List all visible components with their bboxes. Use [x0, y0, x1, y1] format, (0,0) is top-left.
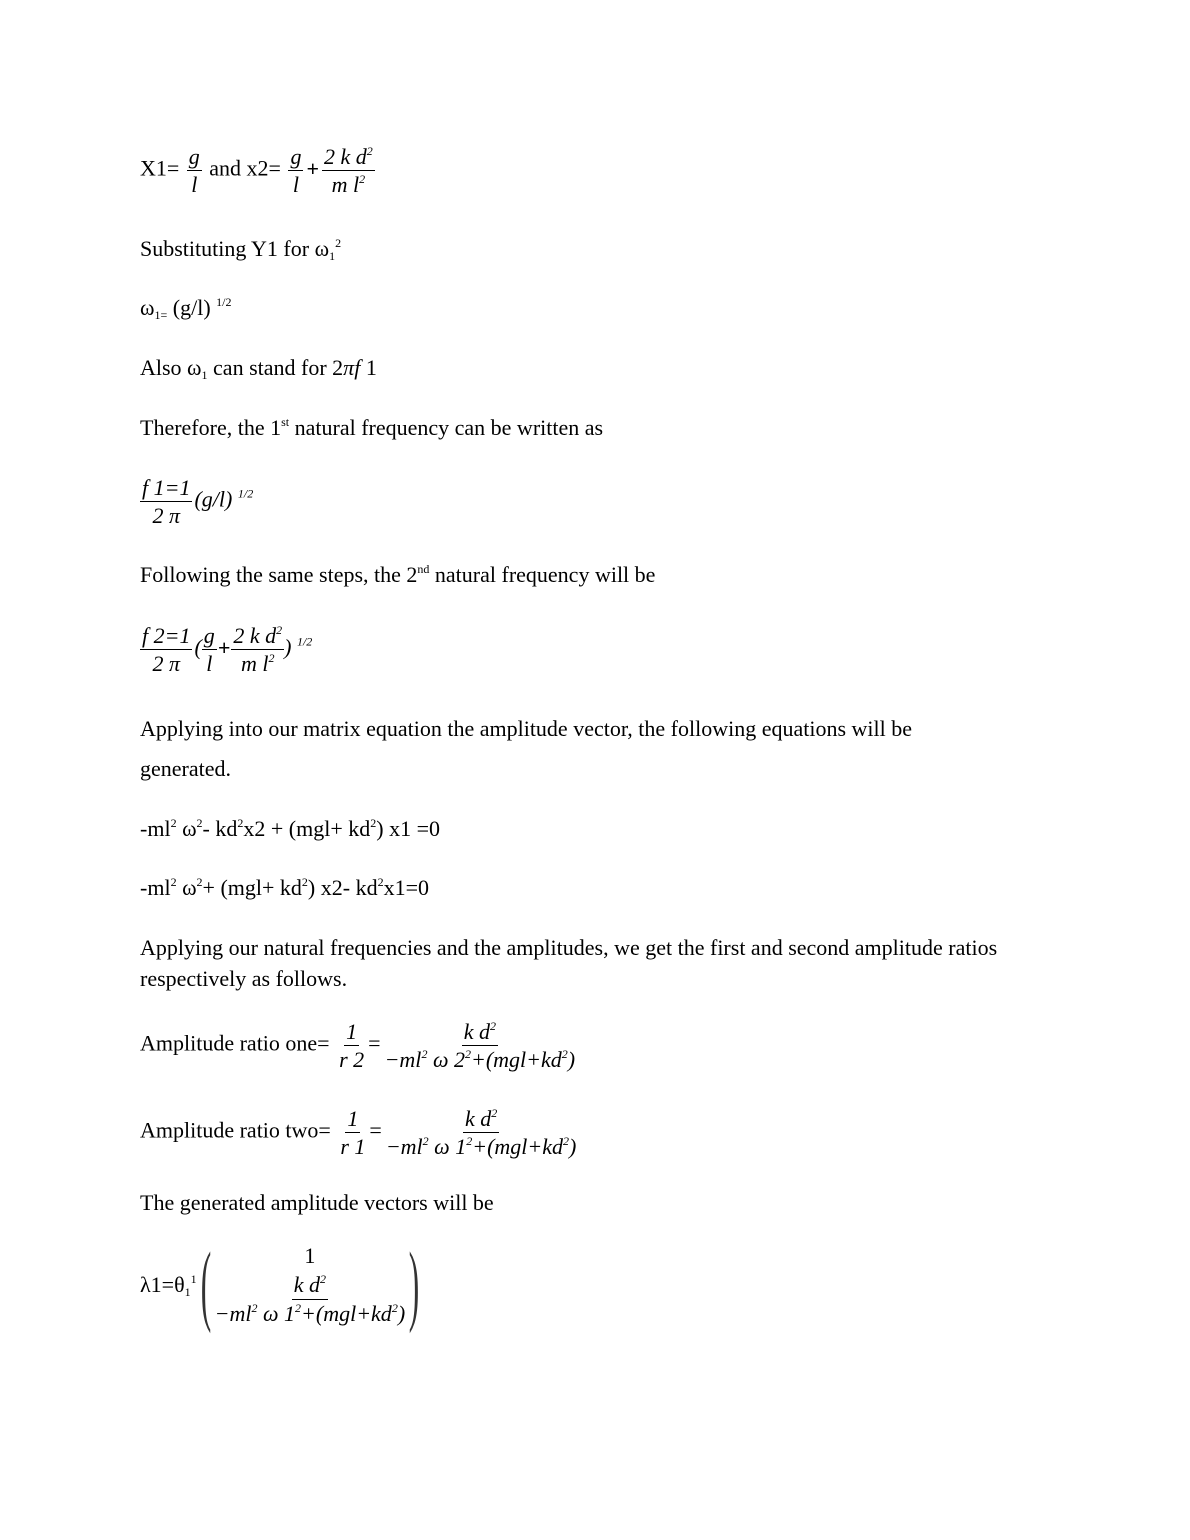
exponent: 2	[421, 1047, 428, 1062]
superscript: 1/2	[216, 295, 232, 309]
term: +(mgl+kd	[472, 1134, 564, 1160]
x1-label: X1=	[140, 155, 180, 181]
close-paren: )	[284, 634, 292, 660]
equation-f1	[140, 476, 253, 527]
line-2: respectively as follows.	[140, 966, 348, 991]
exponent: 2	[301, 875, 308, 889]
exponent: 2	[320, 1272, 326, 1287]
line-1: Applying into our matrix equation the amplitude vector, the following equations will be	[140, 716, 913, 741]
text: The generated amplitude vectors will be	[140, 1190, 494, 1215]
numerator-text: k d	[464, 1106, 492, 1131]
text: Therefore, the 1	[140, 415, 282, 440]
left-paren: (	[200, 1235, 211, 1334]
text: Also ω	[140, 355, 202, 380]
subscript: 1	[201, 368, 208, 382]
exponent: 2	[196, 816, 203, 830]
numerator: 1	[345, 1107, 360, 1133]
lambda-label	[140, 1272, 197, 1299]
equation-motion-2	[140, 877, 429, 899]
vector-bottom-fraction	[213, 1273, 408, 1324]
paragraph-generated	[140, 1192, 494, 1214]
label: Amplitude ratio two=	[140, 1117, 331, 1143]
fraction-2kd2-over-ml2	[231, 624, 284, 675]
numerator: f 2=1	[140, 624, 192, 650]
fraction-2kd2-over-ml2	[322, 145, 375, 196]
denominator: r 2	[339, 1047, 365, 1073]
open-paren: (	[194, 634, 202, 660]
subscript: 1=	[154, 308, 168, 322]
text: (g/l)	[194, 486, 233, 512]
pi-symbol: π	[343, 355, 355, 380]
fraction-f2	[140, 624, 192, 675]
fraction-kd2-over-denominator	[383, 1020, 578, 1071]
superscript: 1/2	[296, 634, 313, 649]
superscript: 1/2	[237, 486, 254, 501]
term: −ml	[214, 1300, 252, 1326]
term: )	[397, 1300, 406, 1326]
exponent: 2	[422, 1134, 429, 1149]
exponent: 2	[251, 1300, 258, 1315]
paragraph-substituting	[140, 236, 342, 263]
denominator: r 1	[340, 1134, 366, 1160]
exponent: 2	[237, 816, 244, 830]
f-symbol: f	[354, 355, 361, 380]
term: ω 1	[428, 1134, 467, 1160]
equation-motion-1	[140, 818, 440, 840]
denominator: l	[206, 651, 213, 677]
exponent: 2	[466, 1134, 473, 1149]
numerator: 1	[344, 1020, 359, 1046]
equation-omega1	[140, 295, 232, 322]
denominator: l	[292, 172, 300, 198]
exponent: 2	[295, 1300, 302, 1315]
numerator	[231, 624, 284, 650]
fraction-1-over-r2	[337, 1020, 366, 1071]
exponent: 2	[464, 1047, 471, 1062]
term: -ml	[140, 875, 171, 900]
line-1: Applying our natural frequencies and the amplitudes, we get the first and second amplitude ratios	[140, 935, 998, 960]
term: +(mgl+kd	[470, 1047, 562, 1073]
fraction-kd2-over-denominator	[384, 1107, 579, 1158]
term: - kd	[202, 816, 238, 841]
term: +(mgl+kd	[301, 1300, 392, 1326]
exponent: 2	[268, 651, 275, 666]
label: Amplitude ratio one=	[140, 1030, 330, 1056]
text: can stand for 2	[207, 355, 344, 380]
line-2: generated.	[140, 756, 231, 781]
fraction-g-over-l	[187, 145, 202, 196]
term: ) x2- kd	[307, 875, 378, 900]
exponent: 2	[196, 875, 203, 889]
vector-column	[213, 1245, 408, 1324]
numerator: g	[187, 145, 202, 171]
denominator-text: m l	[240, 651, 269, 677]
exponent: 2	[276, 623, 283, 637]
term: ω	[176, 875, 197, 900]
denominator: 2 π	[152, 503, 180, 529]
equals-sign: =	[369, 1117, 382, 1143]
fraction-f1	[140, 476, 192, 527]
plus-sign: +	[306, 155, 320, 181]
denominator	[330, 171, 368, 196]
paragraph-applying-matrix	[140, 718, 912, 780]
term: + (mgl+ kd	[202, 875, 302, 900]
right-paren: )	[408, 1235, 420, 1334]
text: 1	[360, 355, 377, 380]
equation-x1-x2	[140, 145, 377, 196]
exponent: 2	[561, 1047, 568, 1062]
term: -ml	[140, 816, 171, 841]
term: ω 1	[257, 1300, 296, 1326]
denominator	[239, 650, 277, 675]
subscript: 1	[184, 1285, 191, 1299]
omega-symbol: ω	[140, 295, 155, 320]
numerator-text: k d	[293, 1272, 320, 1298]
numerator: g	[202, 624, 217, 650]
numerator-text: k d	[463, 1019, 490, 1044]
numerator	[463, 1107, 499, 1133]
superscript: st	[281, 415, 290, 429]
superscript: 2	[335, 236, 342, 250]
exponent: 2	[170, 875, 177, 889]
subscript: 1	[329, 249, 336, 263]
equation-amplitude-ratio-two	[140, 1107, 580, 1158]
term: ω 2	[427, 1047, 465, 1073]
term: x2 + (mgl+ kd	[243, 816, 371, 841]
denominator	[383, 1046, 578, 1071]
numerator	[322, 145, 375, 171]
numerator-text: 2 k d	[233, 623, 277, 648]
text: λ1=θ	[140, 1272, 185, 1297]
text: Following the same steps, the 2	[140, 562, 418, 587]
exponent: 2	[359, 172, 366, 187]
denominator	[213, 1300, 408, 1325]
superscript: 1	[190, 1272, 197, 1286]
denominator: 2 π	[152, 651, 180, 677]
equals-sign: =	[368, 1030, 381, 1056]
exponent: 2	[366, 144, 373, 158]
superscript: nd	[417, 562, 430, 576]
vector-top-entry: 1	[304, 1243, 316, 1269]
exponent: 2	[170, 816, 177, 830]
text: (g/l)	[167, 295, 211, 320]
and-x2-label: and x2=	[209, 155, 281, 181]
numerator	[292, 1273, 328, 1299]
term: ω	[176, 816, 197, 841]
term: )	[569, 1134, 577, 1160]
term: −ml	[385, 1134, 423, 1160]
exponent: 2	[370, 816, 377, 830]
term: )	[567, 1047, 576, 1073]
numerator: f 1=1	[140, 476, 192, 502]
text: Substituting Y1 for ω	[140, 236, 330, 261]
paragraph-therefore	[140, 417, 603, 439]
exponent: 2	[563, 1134, 570, 1149]
denominator	[384, 1133, 579, 1158]
fraction-g-over-l-2	[288, 145, 303, 196]
numerator-text: 2 k d	[324, 144, 367, 169]
paragraph-following	[140, 564, 655, 586]
exponent: 2	[491, 1106, 498, 1120]
equation-amplitude-ratio-one	[140, 1020, 579, 1071]
term: −ml	[384, 1047, 422, 1073]
denominator-text: m l	[331, 172, 360, 198]
fraction-1-over-r1	[338, 1107, 367, 1158]
text: natural frequency can be written as	[289, 415, 604, 440]
fraction-g-over-l	[202, 624, 217, 675]
exponent: 2	[489, 1019, 496, 1033]
numerator	[462, 1020, 498, 1046]
equation-f2	[140, 624, 312, 675]
exponent: 2	[377, 875, 384, 889]
exponent: 2	[391, 1300, 398, 1315]
paragraph-applying-frequencies	[140, 937, 997, 990]
equation-lambda-vector	[140, 1235, 429, 1334]
term: x1=0	[383, 875, 429, 900]
paragraph-also	[140, 355, 377, 382]
denominator: l	[191, 172, 198, 198]
term: ) x1 =0	[376, 816, 440, 841]
text: natural frequency will be	[429, 562, 656, 587]
plus-sign: +	[217, 634, 231, 660]
numerator: g	[288, 145, 303, 171]
